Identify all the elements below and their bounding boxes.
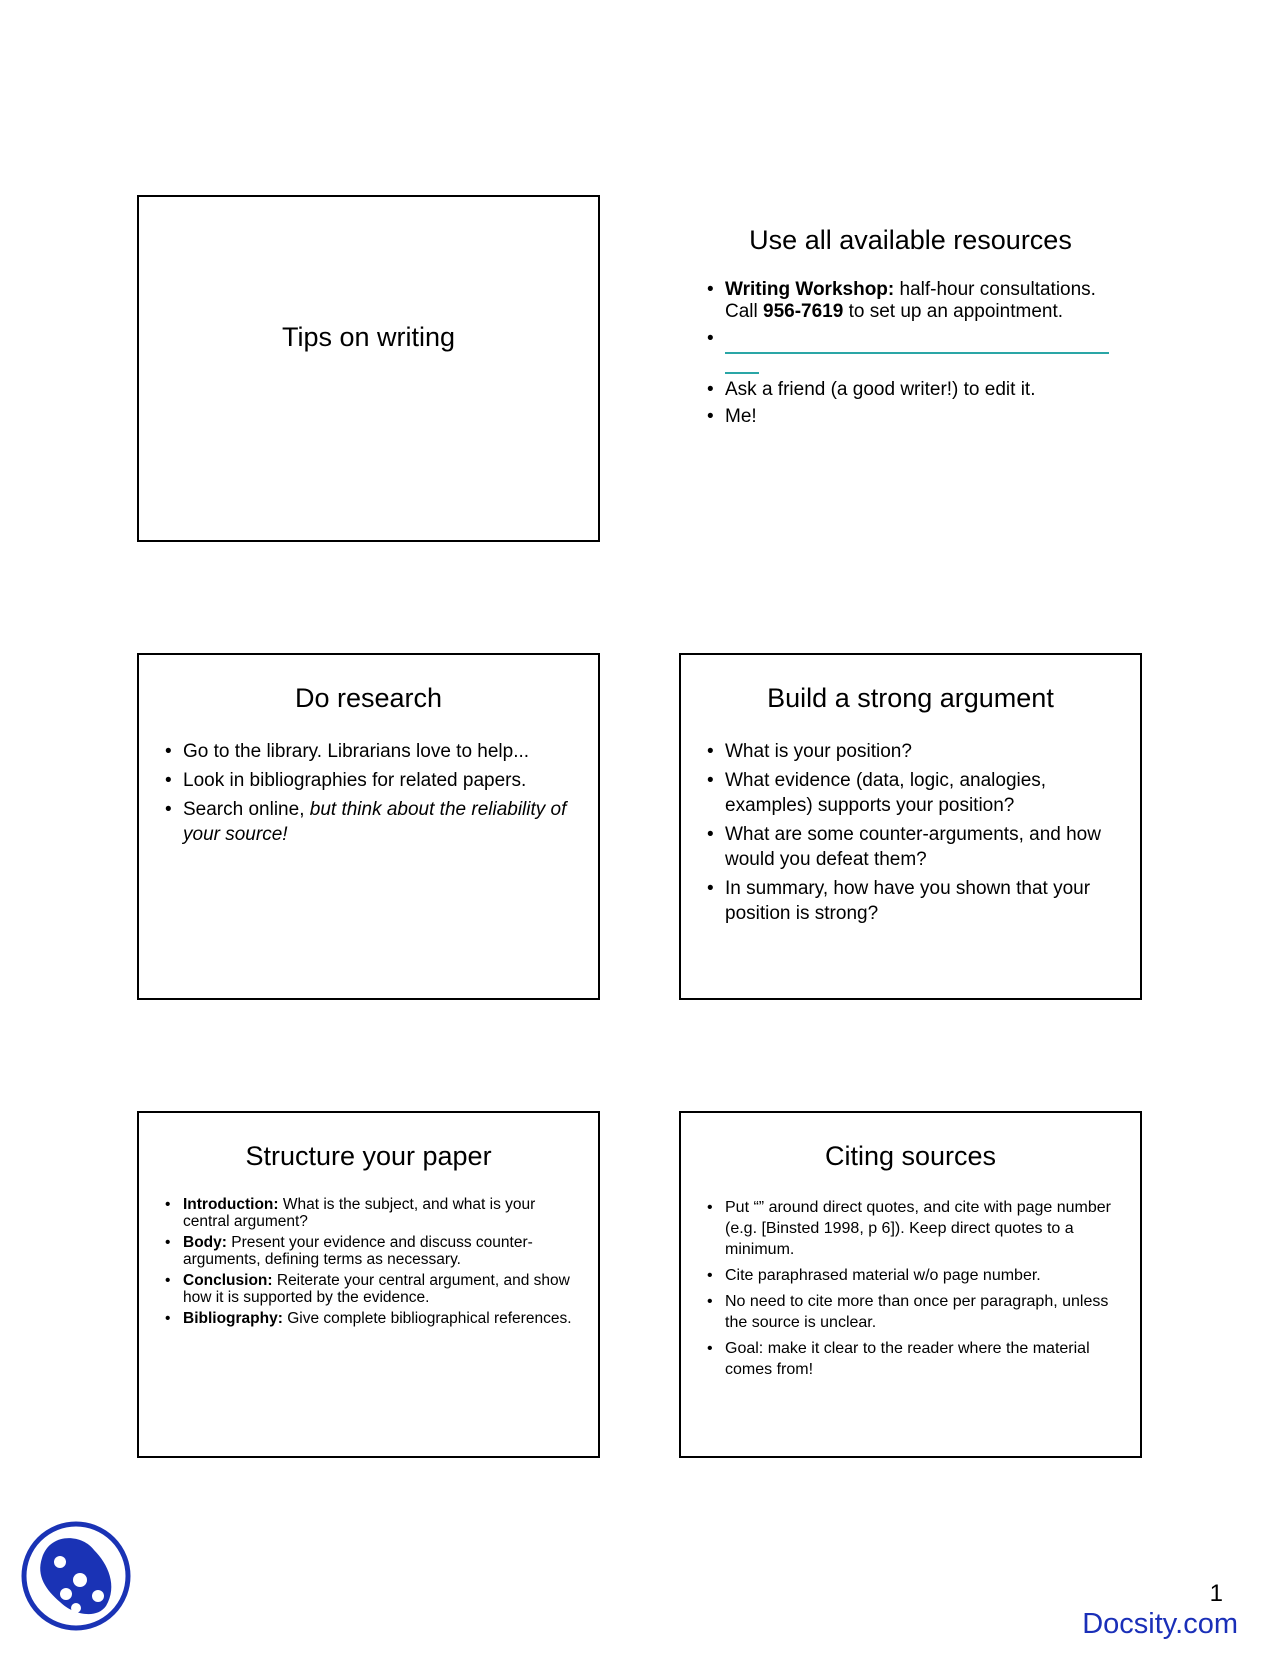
bullet-text: Reiterate your central argument, and show how it is supported by the evidence.: [183, 1272, 570, 1306]
bullet-bold-label: Introduction:: [183, 1196, 279, 1213]
bullet-item: • No need to cite more than once per paragraph, unless the source is unclear.: [707, 1291, 1120, 1333]
bullet-item: [165, 1234, 578, 1268]
slide-title: Structure your paper: [245, 1141, 492, 1171]
link-underline[interactable]: [725, 328, 1109, 354]
page-number: 1: [1209, 1580, 1223, 1607]
bullet-list: [707, 1197, 1120, 1385]
bullet-item: • Put “” around direct quotes, and cite with page number (e.g. [Binsted 1998, p 6]). Keep direct quotes to a minimum.: [707, 1197, 1120, 1260]
bullet-text: What is the subject, and what is your central argument?: [183, 1196, 536, 1230]
bullet-list: [707, 279, 1120, 433]
bullet-item: • Ask a friend (a good writer!) to edit it.: [707, 379, 1120, 401]
slide-title: Citing sources: [824, 1141, 997, 1171]
bullet-item: • Me!: [707, 406, 1120, 428]
slide-tips-on-writing: [137, 195, 600, 542]
bullet-text: half-hour consultations. Call: [725, 279, 1096, 322]
bullet-item: • What are some counter-arguments, and how would you defeat them?: [707, 822, 1120, 872]
bullet-item: • What evidence (data, logic, analogies, examples) supports your position?: [707, 768, 1120, 818]
logo-dot: [54, 1556, 66, 1568]
bullet-item: • Cite paraphrased material w/o page number.: [707, 1265, 1120, 1286]
bullet-list: [165, 739, 578, 851]
logo-dot: [60, 1588, 72, 1600]
logo-dot: [73, 1573, 87, 1587]
bullet-item: • In summary, how have you shown that your position is strong?: [707, 876, 1120, 926]
bullet-item: • Go to the library. Librarians love to help...: [165, 739, 578, 764]
slide-do-research: [137, 653, 600, 1000]
logo-dot: [92, 1590, 104, 1602]
docsity-logo-icon[interactable]: [20, 1520, 132, 1632]
bullet-item: [165, 1196, 578, 1230]
bullet-item-link[interactable]: [707, 328, 1120, 374]
bullet-text: Search online,: [183, 799, 310, 820]
brand-link[interactable]: Docsity.com: [1082, 1608, 1238, 1640]
slide-title: Use all available resources: [749, 225, 1072, 255]
bullet-item: [165, 1310, 578, 1327]
phone-number: 956-7619: [763, 301, 844, 322]
bullet-text: Present your evidence and discuss counter-arguments, defining terms as necessary.: [183, 1234, 533, 1268]
link-underline-tail[interactable]: [725, 354, 759, 374]
logo-dot: [71, 1603, 81, 1613]
bullet-bold-label: Body:: [183, 1234, 227, 1251]
bullet-bold-label: Writing Workshop:: [725, 279, 895, 300]
bullet-item: [707, 279, 1120, 323]
slide-structure-paper: [137, 1111, 600, 1458]
bullet-item: • Look in bibliographies for related papers.: [165, 768, 578, 793]
bullet-item: • What is your position?: [707, 739, 1120, 764]
slide-use-all-resources: [679, 195, 1142, 542]
bullet-list: [707, 739, 1120, 930]
slide-citing-sources: [679, 1111, 1142, 1458]
bullet-text: to set up an appointment.: [843, 301, 1064, 322]
bullet-item: • Goal: make it clear to the reader where the material comes from!: [707, 1338, 1120, 1380]
bullet-italic-text: but think about the reliability of your source!: [183, 799, 567, 845]
slide-build-argument: [679, 653, 1142, 1000]
slide-title: Do research: [294, 683, 443, 713]
bullet-bold-label: Conclusion:: [183, 1272, 273, 1289]
bullet-bold-label: Bibliography:: [183, 1310, 283, 1327]
slide-title: Build a strong argument: [767, 683, 1054, 713]
bullet-item: [165, 1272, 578, 1306]
bullet-item: [165, 797, 578, 847]
bullet-list: [165, 1196, 578, 1331]
slide-title: Tips on writing: [281, 322, 456, 352]
bullet-text: Give complete bibliographical references.: [282, 1310, 572, 1327]
